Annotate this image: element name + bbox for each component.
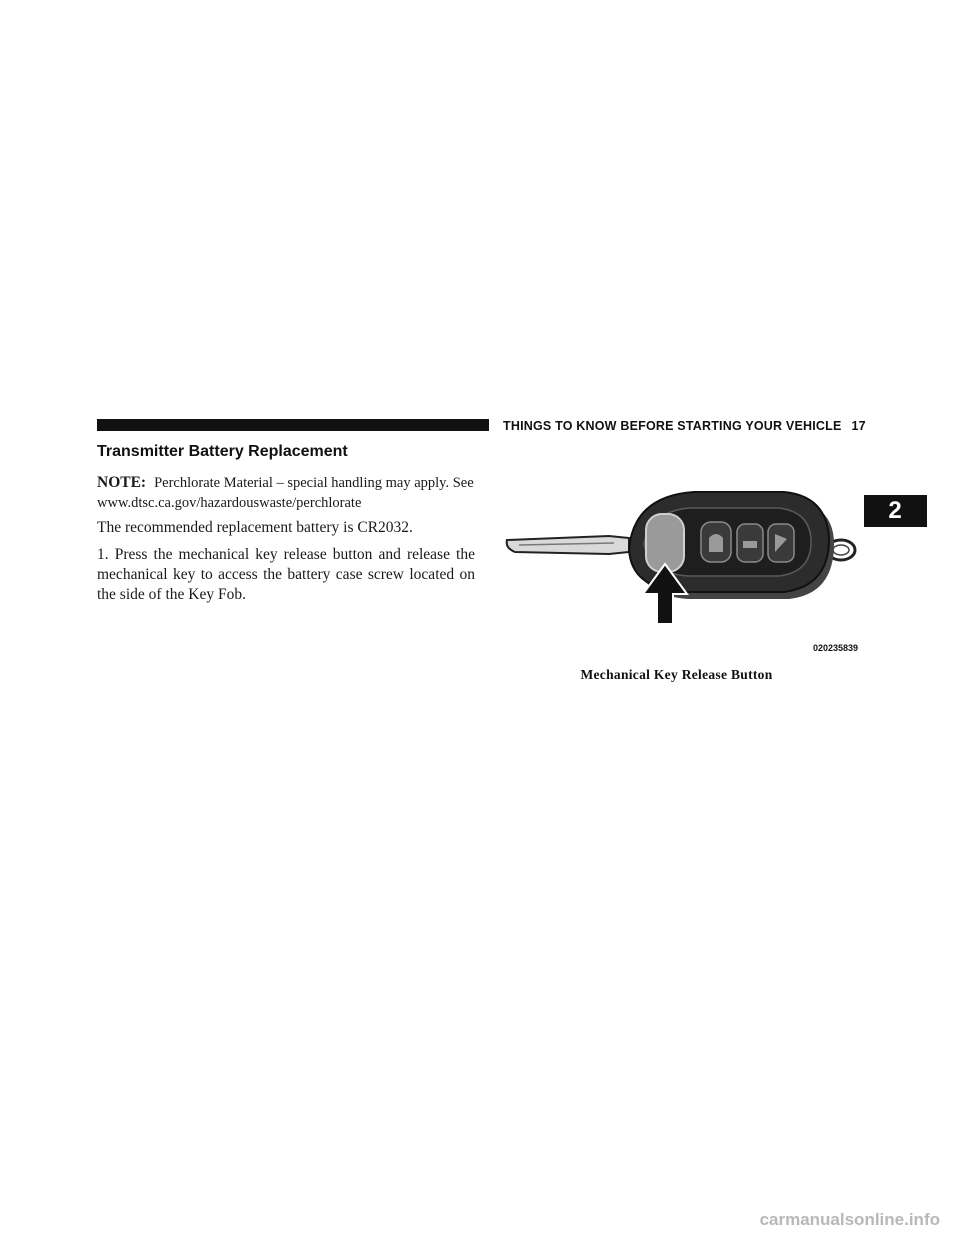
note-text: Perchlorate Material – special handling may apply. See www.dtsc.ca.gov/hazardouswaste/perchlorate [97, 475, 474, 511]
figure-id: 020235839 [812, 643, 858, 653]
chapter-tab: 2 [863, 495, 927, 527]
note-paragraph [97, 473, 475, 513]
header-rule [97, 419, 489, 431]
section-title: Transmitter Battery Replacement [97, 443, 348, 460]
recommended-battery-text: The recommended replacement battery is CR2032. [97, 519, 413, 536]
page-number: 17 [851, 419, 866, 433]
key-fob-illustration [489, 444, 864, 657]
figure-caption: Mechanical Key Release Button [580, 667, 773, 682]
note-label: NOTE: [97, 474, 147, 491]
header-section: THINGS TO KNOW BEFORE STARTING YOUR VEHICLE [503, 419, 842, 433]
key-fob-figure [489, 444, 864, 657]
step-1-text: 1. Press the mechanical key release button and release the mechanical key to access the battery case screw located on the side of the Key Fob. [97, 546, 475, 603]
watermark: carmanualsonline.info [759, 1210, 940, 1229]
running-header [503, 419, 866, 433]
